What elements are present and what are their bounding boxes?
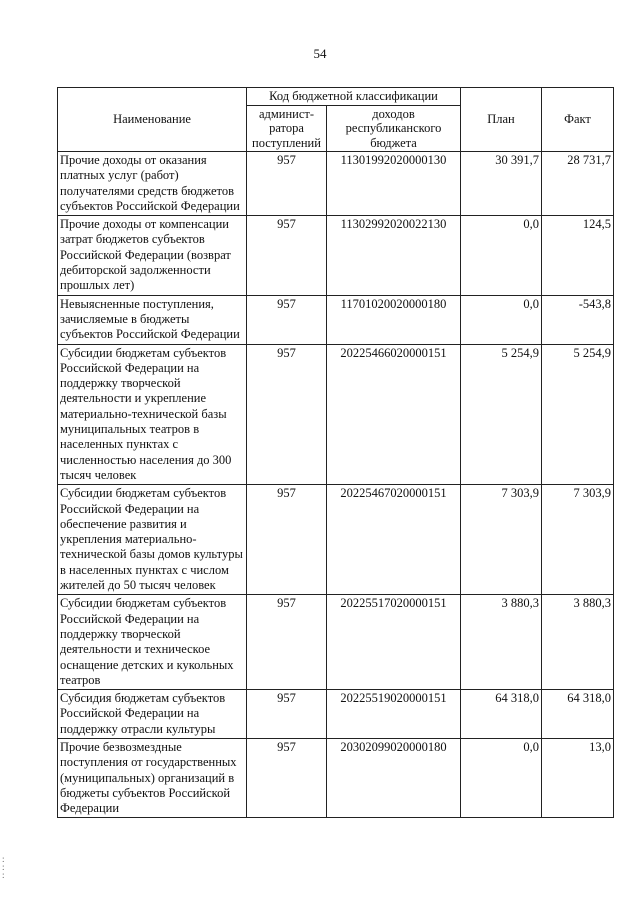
row-admin-code: 957 xyxy=(247,152,327,216)
table-row xyxy=(58,216,614,295)
row-income-code: 20225467020000151 xyxy=(327,485,461,595)
row-name: Субсидии бюджетам субъектов Российской Федерации на поддержку творческой деятельности и техническое оснащение детских и кукольных театров xyxy=(58,595,247,690)
row-fact: 64 318,0 xyxy=(542,690,614,739)
row-plan: 0,0 xyxy=(461,216,542,295)
row-name: Субсидия бюджетам субъектов Российской Федерации на поддержку отрасли культуры xyxy=(58,690,247,739)
row-plan: 30 391,7 xyxy=(461,152,542,216)
row-fact: 28 731,7 xyxy=(542,152,614,216)
column-header-name: Наименование xyxy=(58,88,247,152)
row-plan: 64 318,0 xyxy=(461,690,542,739)
row-plan: 0,0 xyxy=(461,295,542,344)
row-fact: 5 254,9 xyxy=(542,344,614,485)
row-name: Субсидии бюджетам субъектов Российской Федерации на обеспечение развития и укрепления материально-технической базы домов культуры в населенных пунктах с числом жителей до 50 тысяч человек xyxy=(58,485,247,595)
row-fact: 13,0 xyxy=(542,738,614,817)
row-fact: 7 303,9 xyxy=(542,485,614,595)
column-header-plan: План xyxy=(461,88,542,152)
table-row xyxy=(58,595,614,690)
row-admin-code: 957 xyxy=(247,216,327,295)
row-fact: 3 880,3 xyxy=(542,595,614,690)
table-row xyxy=(58,295,614,344)
row-admin-code: 957 xyxy=(247,738,327,817)
row-admin-code: 957 xyxy=(247,295,327,344)
table-row xyxy=(58,344,614,485)
row-income-code: 20225519020000151 xyxy=(327,690,461,739)
row-name: Невыясненные поступления, зачисляемые в бюджеты субъектов Российской Федерации xyxy=(58,295,247,344)
row-admin-code: 957 xyxy=(247,485,327,595)
table-row xyxy=(58,738,614,817)
row-name: Прочие доходы от компенсации затрат бюджетов субъектов Российской Федерации (возврат дебиторской задолженности прошлых лет) xyxy=(58,216,247,295)
budget-income-table xyxy=(57,87,614,818)
row-fact: 124,5 xyxy=(542,216,614,295)
row-income-code: 11301992020000130 xyxy=(327,152,461,216)
column-header-code-group: Код бюджетной классификации xyxy=(247,88,461,106)
row-admin-code: 957 xyxy=(247,344,327,485)
row-income-code: 20302099020000180 xyxy=(327,738,461,817)
page-number: 54 xyxy=(313,46,327,61)
row-income-code: 20225466020000151 xyxy=(327,344,461,485)
row-plan: 7 303,9 xyxy=(461,485,542,595)
row-name: Прочие безвозмездные поступления от государственных (муниципальных) организаций в бюджеты субъектов Российской Федерации xyxy=(58,738,247,817)
row-income-code: 20225517020000151 xyxy=(327,595,461,690)
row-plan: 0,0 xyxy=(461,738,542,817)
row-income-code: 11701020020000180 xyxy=(327,295,461,344)
table-row xyxy=(58,152,614,216)
table-row xyxy=(58,485,614,595)
column-header-fact: Факт xyxy=(542,88,614,152)
row-income-code: 11302992020022130 xyxy=(327,216,461,295)
row-plan: 5 254,9 xyxy=(461,344,542,485)
row-fact: -543,8 xyxy=(542,295,614,344)
row-admin-code: 957 xyxy=(247,690,327,739)
column-header-income: доходов республиканского бюджета xyxy=(327,105,461,152)
row-admin-code: 957 xyxy=(247,595,327,690)
column-header-admin: админист-ратора поступлений xyxy=(247,105,327,152)
row-name: Прочие доходы от оказания платных услуг (работ) получателями средств бюджетов субъектов Российской Федерации xyxy=(58,152,247,216)
row-plan: 3 880,3 xyxy=(461,595,542,690)
row-name: Субсидии бюджетам субъектов Российской Федерации на поддержку творческой деятельности и укрепление материально-технической базы муниципальных театров в населенных пунктах с численностью населения до 300 тысяч человек xyxy=(58,344,247,485)
scan-edge-mark: : : : xyxy=(2,854,5,880)
table-row xyxy=(58,690,614,739)
header-row-top xyxy=(58,88,614,106)
